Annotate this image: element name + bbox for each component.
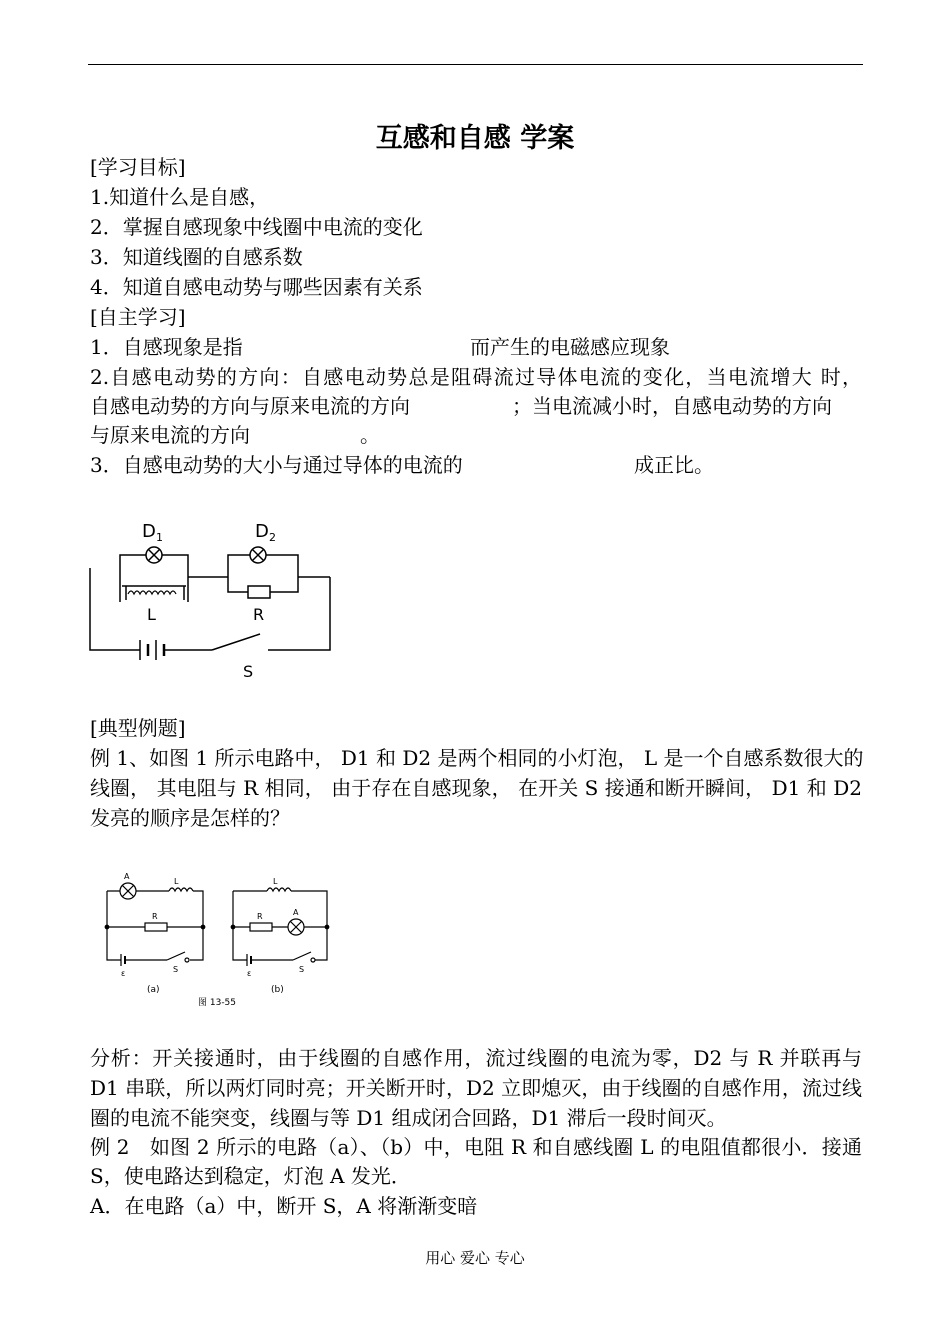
analysis-line: D1 串联，所以两灯同时亮；开关断开时，D2 立即熄灭，由于线圈的自感作用，流过线 (90, 1076, 862, 1100)
examples-header: [典型例题] (90, 716, 186, 740)
objective-item: 4．知道自感电动势与哪些因素有关系 (90, 275, 423, 299)
inductor-b-label: L (273, 877, 278, 886)
example-2-line: 例 2 如图 2 所示的电路（a）、（b）中，电阻 R 和自感线圈 L 的电阻值都很小．接通 (90, 1135, 862, 1159)
question-1-prefix: 1．自感现象是指 (90, 335, 243, 359)
resistor-icon (248, 586, 270, 598)
objective-item: 2．掌握自感现象中线圈中电流的变化 (90, 215, 423, 239)
circuit-b (231, 877, 329, 995)
example-2-option-a: A．在电路（a）中，断开 S，A 将渐渐变暗 (90, 1194, 478, 1218)
resistor-a-icon (145, 923, 167, 931)
example-1-line: 发亮的顺序是怎样的？ (90, 806, 290, 830)
resistor-label: R (253, 605, 265, 624)
page-title: 互感和自感 学案 (375, 123, 575, 154)
circuit-a (105, 872, 205, 995)
question-3-prefix: 3．自感电动势的大小与通过导体的电流的 (90, 453, 463, 477)
example-2-line: S，使电路达到稳定，灯泡 A 发光． (90, 1164, 411, 1188)
caption-a: (a) (147, 985, 160, 995)
switch-label: S (243, 662, 254, 681)
caption-b: (b) (271, 985, 284, 995)
inductor-label: L (147, 605, 156, 624)
question-2-line: 2.自感电动势的方向：自感电动势总是阻碍流过导体电流的变化，当电流增大 时， (90, 365, 862, 389)
inductor-b-icon (267, 888, 291, 891)
lamp-d1-icon (146, 547, 162, 563)
figure-caption: 图 13-55 (198, 998, 237, 1008)
lamp-a-icon (120, 883, 136, 899)
d1-label: D (142, 521, 156, 542)
resistor-b-label: R (257, 912, 263, 921)
question-3-suffix: 成正比。 (634, 453, 714, 477)
d2-subscript: 2 (269, 531, 276, 544)
page-footer: 用心 爱心 专心 (425, 1249, 525, 1267)
circuit-diagram-2 (95, 865, 345, 1015)
question-1-suffix: 而产生的电磁感应现象 (470, 335, 670, 359)
lamp-d2-icon (250, 547, 266, 563)
switch-b-icon (293, 952, 311, 960)
inductor-a-icon (169, 888, 193, 891)
switch-a-icon (167, 952, 185, 960)
switch-icon (212, 634, 260, 650)
lamp-b-label: A (293, 908, 299, 917)
d2-label: D (255, 521, 269, 542)
analysis-line: 分析：开关接通时，由于线圈的自感作用，流过线圈的电流为零，D2 与 R 并联再与 (90, 1046, 862, 1070)
battery-icon (140, 640, 164, 660)
d1-subscript: 1 (156, 531, 163, 544)
self-study-header: [自主学习] (90, 305, 186, 329)
inductor-a-label: L (174, 877, 179, 886)
objective-item: 3．知道线圈的自感系数 (90, 245, 303, 269)
question-2-line: ；当电流减小时，自感电动势的方向 (512, 394, 832, 418)
emf-a-label: ε (121, 969, 126, 978)
lamp-a-label: A (124, 872, 130, 881)
objective-item: 1.知道什么是自感， (90, 185, 270, 209)
example-1-line: 线圈， 其电阻与 R 相同， 由于存在自感现象， 在开关 S 接通和断开瞬间， D1 和 D2 (90, 776, 862, 800)
resistor-a-label: R (152, 912, 158, 921)
resistor-b-icon (250, 923, 272, 931)
objectives-header: [学习目标] (90, 155, 186, 179)
analysis-line: 圈的电流不能突变，线圈与等 D1 组成闭合回路，D1 滞后一段时间灭。 (90, 1106, 727, 1130)
switch-a-label: S (173, 965, 179, 974)
header-rule (88, 64, 863, 65)
emf-b-label: ε (247, 969, 252, 978)
example-1-line: 例 1、如图 1 所示电路中， D1 和 D2 是两个相同的小灯泡， L 是一个自感系数很大的 (90, 746, 864, 770)
question-2-line: 自感电动势的方向与原来电流的方向 (90, 394, 410, 418)
circuit-diagram-1 (80, 510, 350, 685)
question-2-line: 。 (360, 423, 380, 447)
inductor-coil-icon (122, 586, 186, 600)
lamp-b-icon (288, 919, 304, 935)
switch-b-label: S (299, 965, 305, 974)
question-2-line: 与原来电流的方向 (90, 423, 250, 447)
